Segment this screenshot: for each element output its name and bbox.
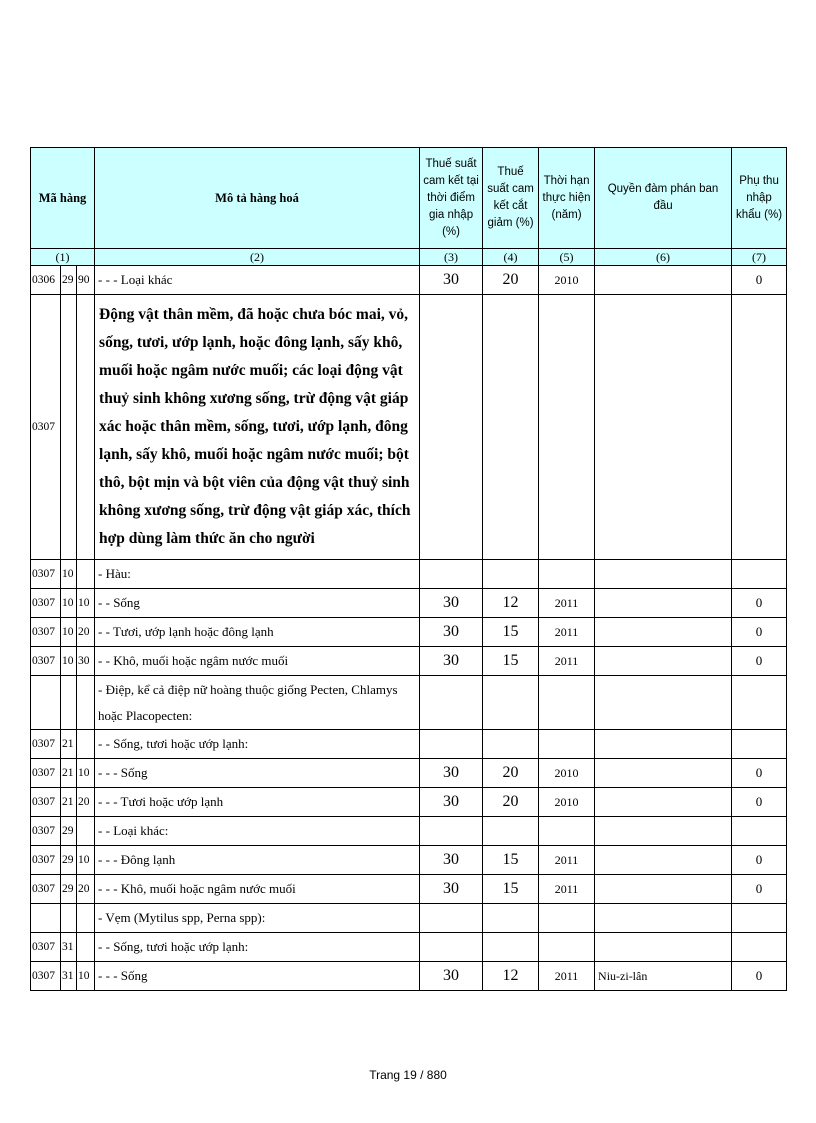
negotiating-rights: [595, 817, 732, 846]
hs-subheading-code: [77, 817, 95, 846]
implementation-year: [539, 730, 595, 759]
table-row: [31, 295, 787, 560]
goods-description: - - Sống, tươi hoặc ướp lạnh:: [95, 933, 420, 962]
hs-heading-code: 10: [61, 618, 77, 647]
hs-subheading-code: 90: [77, 266, 95, 295]
hs-heading-code: [61, 295, 77, 560]
accession-rate: [420, 676, 483, 730]
goods-description: - Hàu:: [95, 560, 420, 589]
reduced-rate: [483, 295, 539, 560]
accession-rate: 30: [420, 618, 483, 647]
negotiating-rights: [595, 589, 732, 618]
accession-rate: [420, 295, 483, 560]
hs-subheading-code: 10: [77, 589, 95, 618]
implementation-year: [539, 676, 595, 730]
hs-chapter-code: 0306: [31, 266, 61, 295]
implementation-year: 2010: [539, 266, 595, 295]
import-surcharge: [732, 676, 787, 730]
hs-subheading-code: [77, 904, 95, 933]
import-surcharge: 0: [732, 962, 787, 991]
negotiating-rights: [595, 295, 732, 560]
goods-description: - - - Sống: [95, 759, 420, 788]
goods-description: - - - Tươi hoặc ướp lạnh: [95, 788, 420, 817]
negotiating-rights: [595, 266, 732, 295]
import-surcharge: 0: [732, 589, 787, 618]
table-row: [31, 962, 787, 991]
hs-heading-code: [61, 676, 77, 730]
accession-rate: 30: [420, 962, 483, 991]
table-header-row: [31, 148, 787, 249]
goods-description: - - Khô, muối hoặc ngâm nước muối: [95, 647, 420, 676]
table-row: [31, 759, 787, 788]
goods-description: - - Sống: [95, 589, 420, 618]
col-number-7: (7): [732, 249, 787, 266]
negotiating-rights: [595, 933, 732, 962]
import-surcharge: [732, 560, 787, 589]
implementation-year: 2011: [539, 647, 595, 676]
goods-description: - - - Loại khác: [95, 266, 420, 295]
hs-chapter-code: 0307: [31, 647, 61, 676]
table-row: [31, 589, 787, 618]
reduced-rate: 20: [483, 266, 539, 295]
import-surcharge: 0: [732, 647, 787, 676]
hs-heading-code: 31: [61, 962, 77, 991]
negotiating-rights: [595, 676, 732, 730]
hs-subheading-code: [77, 676, 95, 730]
goods-description: - - Tươi, ướp lạnh hoặc đông lạnh: [95, 618, 420, 647]
import-surcharge: [732, 295, 787, 560]
hs-heading-code: 29: [61, 875, 77, 904]
tariff-table: [30, 147, 787, 991]
table-row: [31, 676, 787, 730]
import-surcharge: 0: [732, 759, 787, 788]
hs-subheading-code: 30: [77, 647, 95, 676]
table-body: [31, 266, 787, 991]
hs-subheading-code: [77, 560, 95, 589]
negotiating-rights: [595, 875, 732, 904]
negotiating-rights: [595, 618, 732, 647]
header-mo-ta: Mô tả hàng hoá: [95, 148, 420, 249]
hs-chapter-code: 0307: [31, 560, 61, 589]
import-surcharge: 0: [732, 618, 787, 647]
hs-chapter-code: 0307: [31, 788, 61, 817]
implementation-year: [539, 933, 595, 962]
table-row: [31, 560, 787, 589]
hs-chapter-code: 0307: [31, 618, 61, 647]
goods-description: Động vật thân mềm, đã hoặc chưa bóc mai, vỏ, sống, tươi, ướp lạnh, hoặc đông lạnh, sấy khô, muối hoặc ngâm nước muối; các loại động vật thuỷ sinh không xương sống, trừ động vật giáp xác hoặc thân mềm, sống, tươi, ướp lạnh, đông lạnh, sấy khô, muối hoặc ngâm nước muối; bột thô, bột mịn và bột viên của động vật thuỷ sinh không xương sống, trừ động vật giáp xác, thích hợp dùng làm thức ăn cho người: [95, 295, 420, 560]
goods-description: - - Sống, tươi hoặc ướp lạnh:: [95, 730, 420, 759]
goods-description: - Điệp, kể cả điệp nữ hoàng thuộc giống Pecten, Chlamys hoặc Placopecten:: [95, 676, 420, 730]
table-row: [31, 647, 787, 676]
column-number-row: [31, 249, 787, 266]
accession-rate: [420, 817, 483, 846]
hs-subheading-code: 20: [77, 618, 95, 647]
table-row: [31, 904, 787, 933]
accession-rate: 30: [420, 266, 483, 295]
accession-rate: 30: [420, 846, 483, 875]
hs-heading-code: 21: [61, 730, 77, 759]
hs-chapter-code: 0307: [31, 589, 61, 618]
reduced-rate: 12: [483, 589, 539, 618]
table-row: [31, 817, 787, 846]
header-col4: Thuế suất cam kết cắt giảm (%): [483, 148, 539, 249]
negotiating-rights: [595, 730, 732, 759]
table-row: [31, 788, 787, 817]
hs-chapter-code: 0307: [31, 817, 61, 846]
negotiating-rights: Niu-zi-lân: [595, 962, 732, 991]
reduced-rate: 15: [483, 875, 539, 904]
import-surcharge: [732, 904, 787, 933]
col-number-5: (5): [539, 249, 595, 266]
reduced-rate: [483, 730, 539, 759]
hs-subheading-code: 10: [77, 846, 95, 875]
page-number: Trang 19 / 880: [369, 1068, 447, 1082]
implementation-year: 2011: [539, 962, 595, 991]
hs-heading-code: 10: [61, 647, 77, 676]
negotiating-rights: [595, 904, 732, 933]
accession-rate: [420, 560, 483, 589]
goods-description: - Vẹm (Mytilus spp, Perna spp):: [95, 904, 420, 933]
table-row: [31, 730, 787, 759]
implementation-year: 2011: [539, 618, 595, 647]
accession-rate: 30: [420, 647, 483, 676]
implementation-year: 2010: [539, 759, 595, 788]
import-surcharge: 0: [732, 875, 787, 904]
header-col3: Thuế suất cam kết tại thời điểm gia nhập (%): [420, 148, 483, 249]
hs-subheading-code: 20: [77, 875, 95, 904]
col-number-6: (6): [595, 249, 732, 266]
implementation-year: 2011: [539, 875, 595, 904]
implementation-year: [539, 560, 595, 589]
hs-heading-code: 29: [61, 266, 77, 295]
col-number-4: (4): [483, 249, 539, 266]
reduced-rate: [483, 560, 539, 589]
hs-heading-code: 29: [61, 846, 77, 875]
accession-rate: [420, 730, 483, 759]
reduced-rate: [483, 933, 539, 962]
hs-subheading-code: 10: [77, 759, 95, 788]
hs-chapter-code: [31, 676, 61, 730]
reduced-rate: [483, 817, 539, 846]
goods-description: - - - Khô, muối hoặc ngâm nước muối: [95, 875, 420, 904]
import-surcharge: 0: [732, 266, 787, 295]
accession-rate: 30: [420, 875, 483, 904]
hs-subheading-code: [77, 933, 95, 962]
goods-description: - - Loại khác:: [95, 817, 420, 846]
import-surcharge: [732, 730, 787, 759]
implementation-year: [539, 295, 595, 560]
hs-heading-code: 29: [61, 817, 77, 846]
header-col5: Thời hạn thực hiện (năm): [539, 148, 595, 249]
table-row: [31, 875, 787, 904]
hs-subheading-code: [77, 730, 95, 759]
implementation-year: 2011: [539, 589, 595, 618]
accession-rate: 30: [420, 759, 483, 788]
hs-heading-code: 10: [61, 589, 77, 618]
import-surcharge: 0: [732, 788, 787, 817]
goods-description: - - - Đông lạnh: [95, 846, 420, 875]
hs-chapter-code: 0307: [31, 295, 61, 560]
hs-subheading-code: [77, 295, 95, 560]
hs-chapter-code: [31, 904, 61, 933]
header-col7: Phụ thu nhập khẩu (%): [732, 148, 787, 249]
col-number-2: (2): [95, 249, 420, 266]
negotiating-rights: [595, 788, 732, 817]
accession-rate: 30: [420, 788, 483, 817]
header-ma-hang: Mã hàng: [31, 148, 95, 249]
hs-subheading-code: 10: [77, 962, 95, 991]
accession-rate: 30: [420, 589, 483, 618]
table-row: [31, 266, 787, 295]
hs-heading-code: 31: [61, 933, 77, 962]
reduced-rate: 12: [483, 962, 539, 991]
goods-description: - - - Sống: [95, 962, 420, 991]
hs-heading-code: 21: [61, 759, 77, 788]
implementation-year: [539, 817, 595, 846]
hs-chapter-code: 0307: [31, 730, 61, 759]
table-row: [31, 618, 787, 647]
import-surcharge: [732, 933, 787, 962]
negotiating-rights: [595, 647, 732, 676]
hs-chapter-code: 0307: [31, 875, 61, 904]
hs-chapter-code: 0307: [31, 759, 61, 788]
reduced-rate: 20: [483, 788, 539, 817]
table-row: [31, 933, 787, 962]
hs-subheading-code: 20: [77, 788, 95, 817]
accession-rate: [420, 933, 483, 962]
implementation-year: [539, 904, 595, 933]
negotiating-rights: [595, 759, 732, 788]
hs-heading-code: 10: [61, 560, 77, 589]
implementation-year: 2011: [539, 846, 595, 875]
import-surcharge: 0: [732, 846, 787, 875]
reduced-rate: 15: [483, 846, 539, 875]
implementation-year: 2010: [539, 788, 595, 817]
hs-heading-code: 21: [61, 788, 77, 817]
accession-rate: [420, 904, 483, 933]
reduced-rate: 20: [483, 759, 539, 788]
reduced-rate: [483, 676, 539, 730]
col-number-1: (1): [31, 249, 95, 266]
negotiating-rights: [595, 560, 732, 589]
col-number-3: (3): [420, 249, 483, 266]
hs-chapter-code: 0307: [31, 846, 61, 875]
reduced-rate: [483, 904, 539, 933]
table-row: [31, 846, 787, 875]
hs-chapter-code: 0307: [31, 962, 61, 991]
hs-heading-code: [61, 904, 77, 933]
hs-chapter-code: 0307: [31, 933, 61, 962]
negotiating-rights: [595, 846, 732, 875]
reduced-rate: 15: [483, 618, 539, 647]
header-col6: Quyền đàm phán ban đầu: [595, 148, 732, 249]
reduced-rate: 15: [483, 647, 539, 676]
import-surcharge: [732, 817, 787, 846]
